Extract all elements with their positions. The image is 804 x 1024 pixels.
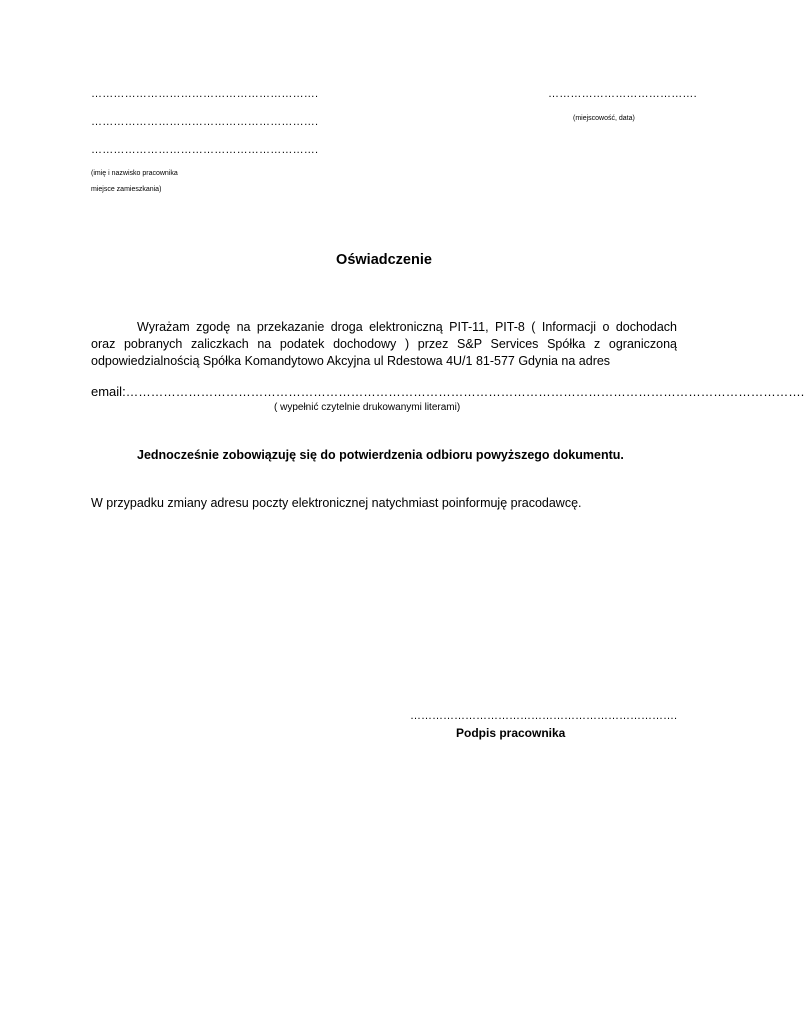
employee-caption-address: miejsce zamieszkania) <box>91 186 162 193</box>
consent-line-2: oraz pobranych zaliczkach na podatek dochodowy ) przez S&P Services Spółka z ograniczoną <box>91 337 677 351</box>
confirmation-statement: Jednocześnie zobowiązuję się do potwierdzenia odbioru powyższego dokumentu. <box>137 448 624 462</box>
employee-caption-name: (imię i nazwisko pracownika <box>91 170 178 177</box>
email-row <box>91 384 804 399</box>
signature-line: ………………………………………………………………. <box>410 710 678 722</box>
place-date-caption: (miejscowość, data) <box>573 115 635 122</box>
document-title: Oświadczenie <box>336 252 432 268</box>
employee-address-line-2: ……………………………………………………. <box>91 144 319 156</box>
email-change-statement: W przypadku zmiany adresu poczty elektronicznej natychmiast poinformuję pracodawcę. <box>91 496 582 510</box>
consent-paragraph <box>91 319 677 370</box>
email-label: email: <box>91 384 126 399</box>
consent-line-3: odpowiedzialnością Spółka Komandytowo Akcyjna ul Rdestowa 4U/1 81-577 Gdynia na adres <box>91 354 611 368</box>
signature-label: Podpis pracownika <box>456 726 566 740</box>
email-hint: ( wypełnić czytelnie drukowanymi literami) <box>274 402 461 413</box>
consent-line-1: Wyrażam zgodę na przekazanie droga elektroniczną PIT-11, PIT-8 ( Informacji o dochodach <box>137 320 677 334</box>
employee-address-line-1: ……………………………………………………. <box>91 116 319 128</box>
email-fill-line: ………………………………………………………………………………………………………………………………………………. <box>125 385 804 399</box>
employee-name-line: ……………………………………………………. <box>91 88 319 100</box>
place-date-line: …………………………………. <box>548 88 697 100</box>
